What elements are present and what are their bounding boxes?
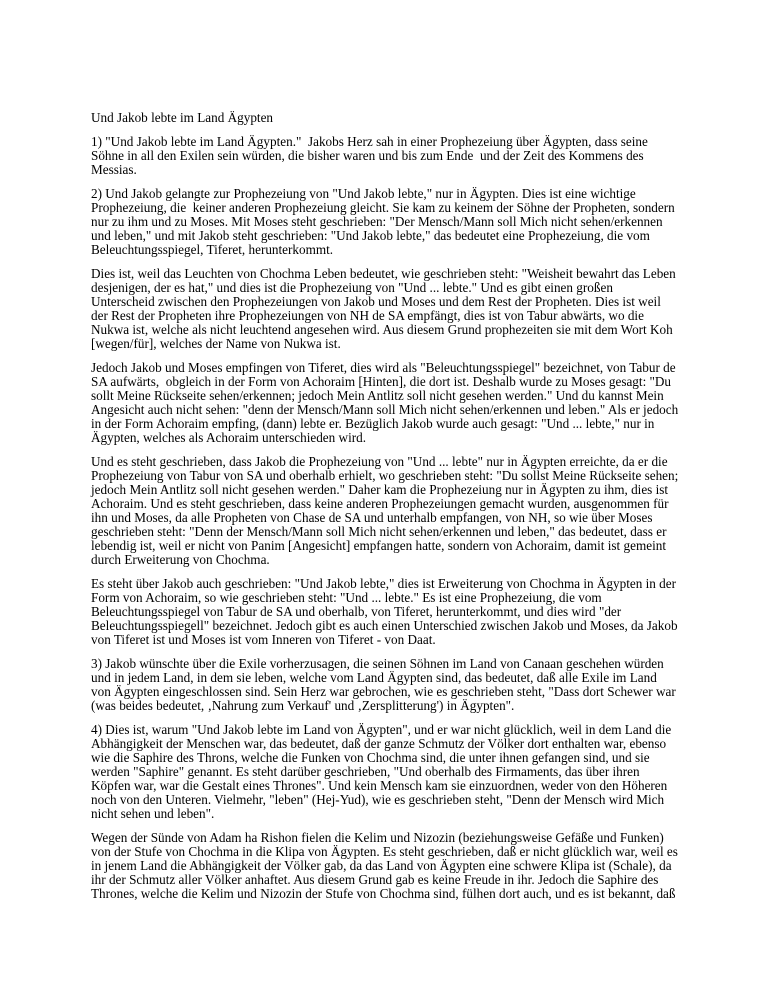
document-title: Und Jakob lebte im Land Ägypten (91, 110, 274, 125)
paragraph-4: Jedoch Jakob und Moses empfingen von Tiferet, dies wird als "Beleuchtungsspiegel" bezeichnet, von Tabur de SA aufwärts, obgleich in der Form von Achoraim [Hinten], die dort ist. Deshalb wurde zu Moses gesagt: "Du sollt Meine Rückseite sehen/erkennen; jedoch Mein Antlitz soll nicht gesehen werden." Und du kannst Mein Angesicht auch nicht sehen: "denn der Mensch/Mann soll Mich nicht sehen/erkennen und leben." Als er jedoch in der Form Achoraim empfing, (dann) lebte er. Bezüglich Jakob wurde auch gesagt: "Und ... lebte," nur in Ägypten, welches als Achoraim unterschieden wird. (91, 360, 682, 445)
paragraph-6: Es steht über Jakob auch geschrieben: "Und Jakob lebte," dies ist Erweiterung von Chochma in Ägypten in der Form von Achoraim, so wie geschrieben steht: "Und ... lebte." Es ist eine Prophezeiung, die vom Beleuchtungsspiegel von Tabur de SA und oberhalb, von Tiferet, herunterkommt, und dies wird "der Beleuchtungsspiegell" bezeichnet. Jedoch gibt es auch einen Unterschied zwischen Jakob und Moses, da Jakob von Tiferet ist und Moses ist vom Inneren von Tiferet - von Daat. (91, 576, 681, 647)
document-page (91, 110, 682, 911)
paragraph-8: 4) Dies ist, warum "Und Jakob lebte im Land von Ägypten", und er war nicht glücklich, weil in dem Land die Abhängigkeit der Menschen war, das bedeutet, daß der ganze Schmutz der Völker dort enthalten war, ebenso wie die Saphire des Throns, welche die Funken von Chochma sind, die unter ihnen gefangen sind, und sie werden "Saphire" genannt. Es steht darüber geschrieben, "Und oberhalb des Firmaments, das über ihren Köpfen war, war die Gestalt eines Thrones". Und kein Mensch kam sie einzuordnen, weder von den Höheren noch von den Unteren. Vielmehr, "leben" (Hej-Yud), wie es geschrieben steht, "Denn der Mensch wird Mich nicht sehen und leben". (91, 722, 674, 821)
paragraph-1: 1) "Und Jakob lebte im Land Ägypten." Jakobs Herz sah in einer Prophezeiung über Ägypten, dass seine Söhne in all den Exilen sein würden, die bisher waren und bis zum Ende und der Zeit des Kommens des Messias. (91, 134, 652, 177)
paragraph-9: Wegen der Sünde von Adam ha Rishon fielen die Kelim und Nizozin (beziehungsweise Gefäße und Funken) von der Stufe von Chochma in die Klipa von Ägypten. Es steht geschrieben, daß er nicht glücklich war, weil es in jenem Land die Abhängigkeit der Völker gab, da das Land von Ägypten eine schwere Klipa ist (Schale), da ihr der Schmutz aller Völker anhaftet. Aus diesem Grund gab es keine Freude in ihr. Jedoch die Saphire des Thrones, welche die Kelim und Nizozin der Stufe von Chochma sind, fülhen dort auch, und es ist bekannt, daß (91, 830, 682, 901)
paragraph-3: Dies ist, weil das Leuchten von Chochma Leben bedeutet, wie geschrieben steht: "Weisheit bewahrt das Leben desjenigen, der es hat," und dies ist die Prophezeiung von "Und ... lebte." Und es gibt einen großen Unterscheid zwischen den Prophezeiungen von Jakob und Moses und dem Rest der Propheten. Dies ist weil der Rest der Propheten ihre Prophezeiungen von NH de SA empfängt, dies ist von Tabur abwärts, wo die Nukwa ist, welche als nicht leuchtend angesehen wird. Aus diesem Grund prophezeiten sie mit dem Wort Koh [wegen/für], welches der Name von Nukwa ist. (91, 266, 680, 351)
paragraph-7: 3) Jakob wünschte über die Exile vorherzusagen, die seinen Söhnen im Land von Canaan geschehen würden und in jedem Land, in dem sie leben, welche vom Land Ägypten sind, das bedeutet, daß alle Exile im Land von Ägypten eingeschlossen sind. Sein Herz war gebrochen, wie es geschrieben steht, "Dass dort Schewer war (was beides bedeutet, ‚Nahrung zum Verkauf' und ‚Zersplitterung') in Ägypten". (91, 656, 680, 713)
paragraph-5: Und es steht geschrieben, dass Jakob die Prophezeiung von "Und ... lebte" nur in Ägypten erreichte, da er die Prophezeiung von Tabur von SA und oberhalb erhielt, wo geschrieben steht: "Du sollst Meine Rückseite sehen; jedoch Mein Antlitz soll nicht gesehen werden." Daher kam die Prophezeiung nur in Ägypten zu ihm, dies ist Achoraim. Und es steht geschrieben, dass keine anderen Prophezeiungen gemacht wurden, ausgenommen für ihn und Moses, da alle Propheten von Chase de SA und unterhalb empfangen, von NH, so wie über Moses geschrieben steht: "Denn der Mensch/Mann soll Mich nicht sehen/erkennen und leben," das bedeutet, dass er lebendig ist, weil er nicht von Panim [Angesicht] empfangen hatte, sondern von Achoraim, damit ist gemeint durch Erweiterung von Chochma. (91, 454, 682, 567)
paragraph-2: 2) Und Jakob gelangte zur Prophezeiung von "Und Jakob lebte," nur in Ägypten. Dies ist eine wichtige Prophezeiung, die keiner anderen Prophezeiung gleicht. Sie kam zu keinem der Söhne der Propheten, sondern nur zu ihm und zu Moses. Mit Moses steht geschrieben: "Der Mensch/Mann soll Mich nicht sehen/erkennen und leben," und mit Jakob steht geschrieben: "Und Jakob lebte," das bedeutet eine Prophezeiung, die vom Beleuchtungsspiegel, Tiferet, herunterkommt. (91, 186, 679, 257)
